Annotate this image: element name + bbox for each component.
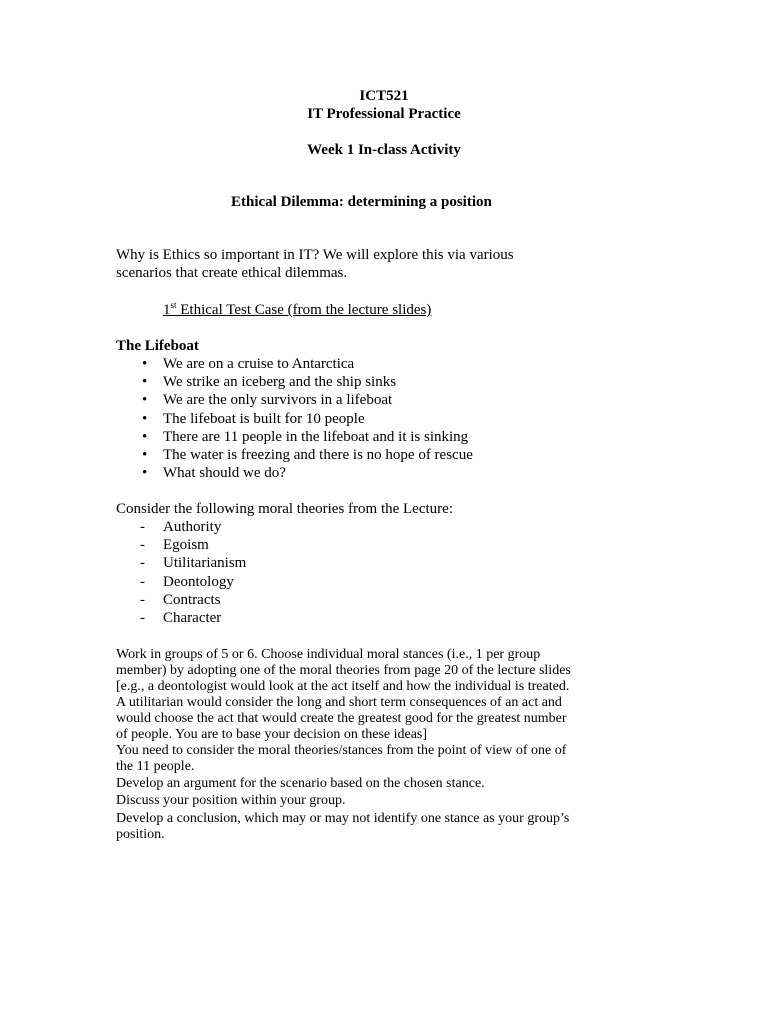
dash-symbol: - xyxy=(140,519,145,535)
lifeboat-item: There are 11 people in the lifeboat and it is sinking xyxy=(163,428,469,445)
dash-symbol: - xyxy=(140,537,145,554)
theory-item: Authority xyxy=(163,519,222,535)
lifeboat-item: We are the only survivors in a lifeboat xyxy=(163,392,393,409)
bullet-symbol: • xyxy=(142,447,148,463)
intro-line-1: Why is Ethics so important in IT? We will explore this via various xyxy=(116,247,514,263)
lifeboat-item: We are on a cruise to Antarctica xyxy=(163,356,355,372)
test-case-text: Ethical Test Case (from the lecture slides) xyxy=(176,302,432,318)
instruction-line: the 11 people. xyxy=(116,759,195,774)
instruction-line: member) by adopting one of the moral theories from page 20 of the lecture slides xyxy=(116,663,571,678)
theories-intro: Consider the following moral theories from the Lecture: xyxy=(116,501,453,517)
instruction-line: [e.g., a deontologist would look at the act itself and how the individual is treated. xyxy=(116,679,570,694)
intro-line-2: scenarios that create ethical dilemmas. xyxy=(116,265,348,281)
bullet-symbol: • xyxy=(142,374,148,391)
bullet-symbol: • xyxy=(142,428,148,445)
instruction-line: Work in groups of 5 or 6. Choose individual moral stances (i.e., 1 per group xyxy=(116,647,541,662)
theory-item: Egoism xyxy=(163,537,209,554)
dash-symbol: - xyxy=(140,610,145,626)
test-case-heading xyxy=(163,301,431,319)
theory-item: Contracts xyxy=(163,591,221,608)
test-case-number: 1 xyxy=(163,302,171,318)
instruction-line: You need to consider the moral theories/stances from the point of view of one of xyxy=(116,743,567,758)
instruction-line: position. xyxy=(116,827,165,842)
lifeboat-item: We strike an iceberg and the ship sinks xyxy=(163,374,397,391)
bullet-symbol: • xyxy=(142,465,148,482)
lifeboat-title: The Lifeboat xyxy=(116,338,199,354)
lifeboat-item: The lifeboat is built for 10 people xyxy=(163,410,365,427)
dash-symbol: - xyxy=(140,573,145,590)
instruction-line: Discuss your position within your group. xyxy=(116,793,346,808)
theory-item: Deontology xyxy=(163,573,234,590)
lifeboat-item: What should we do? xyxy=(163,465,286,482)
bullet-symbol: • xyxy=(142,356,148,372)
theory-item: Utilitarianism xyxy=(163,555,247,572)
dash-symbol: - xyxy=(140,555,145,572)
subtitle: Ethical Dilemma: determining a position xyxy=(231,194,492,210)
course-code: ICT521 xyxy=(359,88,409,104)
bullet-symbol: • xyxy=(142,410,148,427)
instruction-line: of people. You are to base your decision on these ideas] xyxy=(116,727,428,742)
instruction-line: Develop a conclusion, which may or may not identify one stance as your group’s xyxy=(116,811,570,826)
instruction-line: Develop an argument for the scenario based on the chosen stance. xyxy=(116,776,485,791)
activity-title: Week 1 In-class Activity xyxy=(307,142,461,158)
instruction-line: would choose the act that would create the greatest good for the greatest number xyxy=(116,711,567,726)
dash-symbol: - xyxy=(140,591,145,608)
theory-item: Character xyxy=(163,610,222,626)
bullet-symbol: • xyxy=(142,392,148,409)
lifeboat-item: The water is freezing and there is no hope of rescue xyxy=(163,447,473,463)
test-case-suffix: st xyxy=(170,300,177,310)
instruction-line: A utilitarian would consider the long and short term consequences of an act and xyxy=(116,695,562,710)
course-name: IT Professional Practice xyxy=(307,106,461,122)
